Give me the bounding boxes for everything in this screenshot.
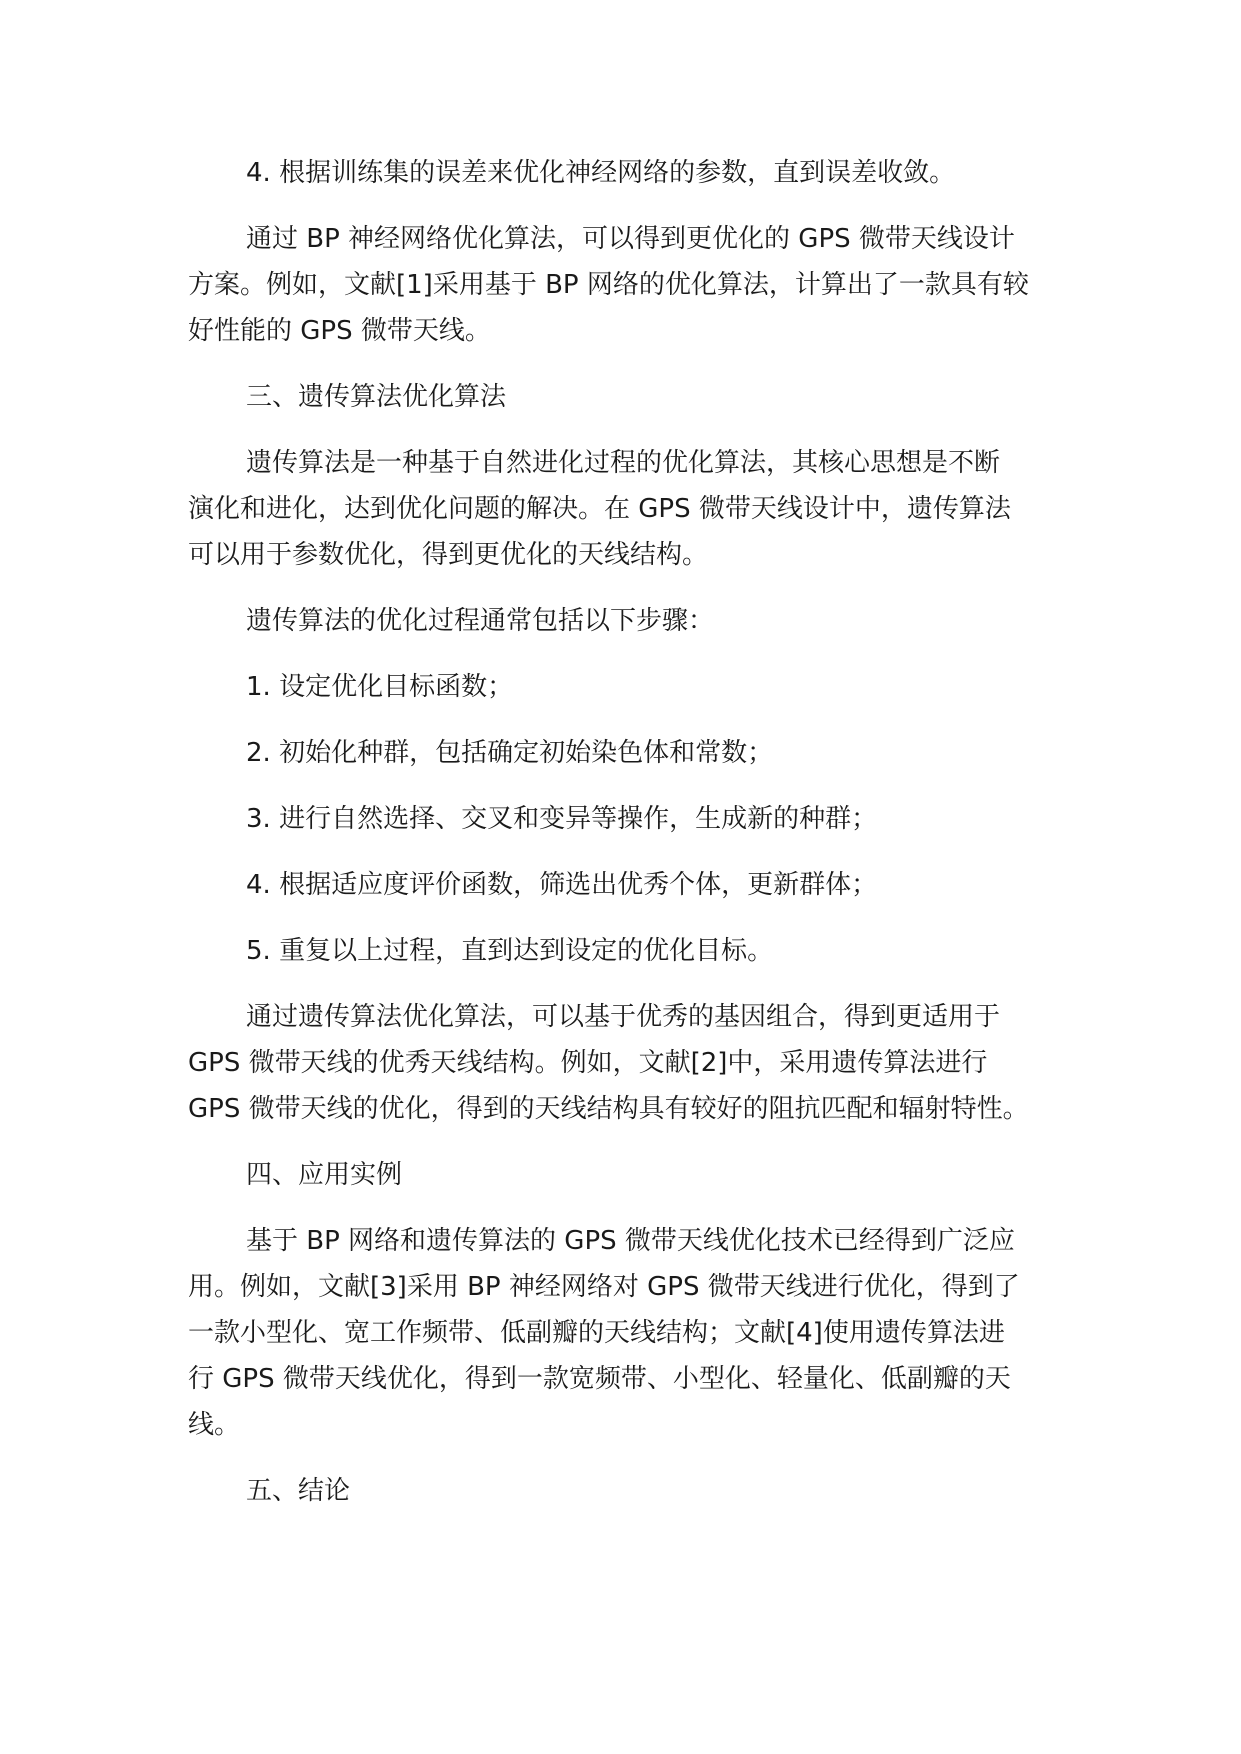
text-line: 5. 重复以上过程，直到达到设定的优化目标。 — [246, 936, 774, 966]
ga-step-1 — [188, 664, 1073, 710]
text-line: 遗传算法是一种基于自然进化过程的优化算法，其核心思想是不断 — [246, 448, 1001, 478]
heading-text: 三、遗传算法优化算法 — [246, 382, 507, 412]
heading-text: 五、结论 — [246, 1476, 351, 1506]
ga-step-3 — [188, 796, 1073, 842]
bp-step-4 — [188, 150, 1073, 196]
text-line: 行 GPS 微带天线优化，得到一款宽频带、小型化、轻量化、低副瓣的天 — [188, 1364, 1011, 1394]
ga-step-5 — [188, 928, 1073, 974]
text-line: 遗传算法的优化过程通常包括以下步骤： — [246, 606, 715, 636]
text-line: 4. 根据训练集的误差来优化神经网络的参数，直到误差收敛。 — [246, 158, 956, 188]
text-line: 3. 进行自然选择、交叉和变异等操作，生成新的种群； — [246, 804, 878, 834]
text-line: 通过遗传算法优化算法，可以基于优秀的基因组合，得到更适用于 — [246, 1002, 1001, 1032]
section-heading-5 — [188, 1468, 1073, 1514]
heading-text: 四、应用实例 — [246, 1160, 403, 1190]
text-line: 用。例如，文献[3]采用 BP 神经网络对 GPS 微带天线进行优化，得到了 — [188, 1272, 1020, 1302]
ga-step-2 — [188, 730, 1073, 776]
section-heading-3 — [188, 374, 1073, 420]
ga-intro-paragraph — [188, 440, 1073, 578]
text-line: 4. 根据适应度评价函数，筛选出优秀个体，更新群体； — [246, 870, 878, 900]
text-line: GPS 微带天线的优秀天线结构。例如，文献[2]中，采用遗传算法进行 — [188, 1048, 988, 1078]
text-line: 1. 设定优化目标函数； — [246, 672, 514, 702]
document-body — [188, 150, 1073, 1534]
text-line: 一款小型化、宽工作频带、低副瓣的天线结构；文献[4]使用遗传算法进 — [188, 1318, 1005, 1348]
text-line: 好性能的 GPS 微带天线。 — [188, 316, 491, 346]
text-line: 演化和进化，达到优化问题的解决。在 GPS 微带天线设计中，遗传算法 — [188, 494, 1011, 524]
text-line: GPS 微带天线的优化，得到的天线结构具有较好的阻抗匹配和辐射特性。 — [188, 1094, 1029, 1124]
section-heading-4 — [188, 1152, 1073, 1198]
ga-step-4 — [188, 862, 1073, 908]
text-line: 方案。例如，文献[1]采用基于 BP 网络的优化算法，计算出了一款具有较 — [188, 270, 1029, 300]
text-line: 通过 BP 神经网络优化算法，可以得到更优化的 GPS 微带天线设计 — [246, 224, 1015, 254]
ga-steps-intro — [188, 598, 1073, 644]
text-line: 线。 — [188, 1410, 241, 1440]
ga-result-paragraph — [188, 994, 1073, 1132]
text-line: 2. 初始化种群，包括确定初始染色体和常数； — [246, 738, 774, 768]
text-line: 可以用于参数优化，得到更优化的天线结构。 — [188, 540, 709, 570]
application-paragraph — [188, 1218, 1073, 1448]
text-line: 基于 BP 网络和遗传算法的 GPS 微带天线优化技术已经得到广泛应 — [246, 1226, 1015, 1256]
bp-result-paragraph — [188, 216, 1073, 354]
